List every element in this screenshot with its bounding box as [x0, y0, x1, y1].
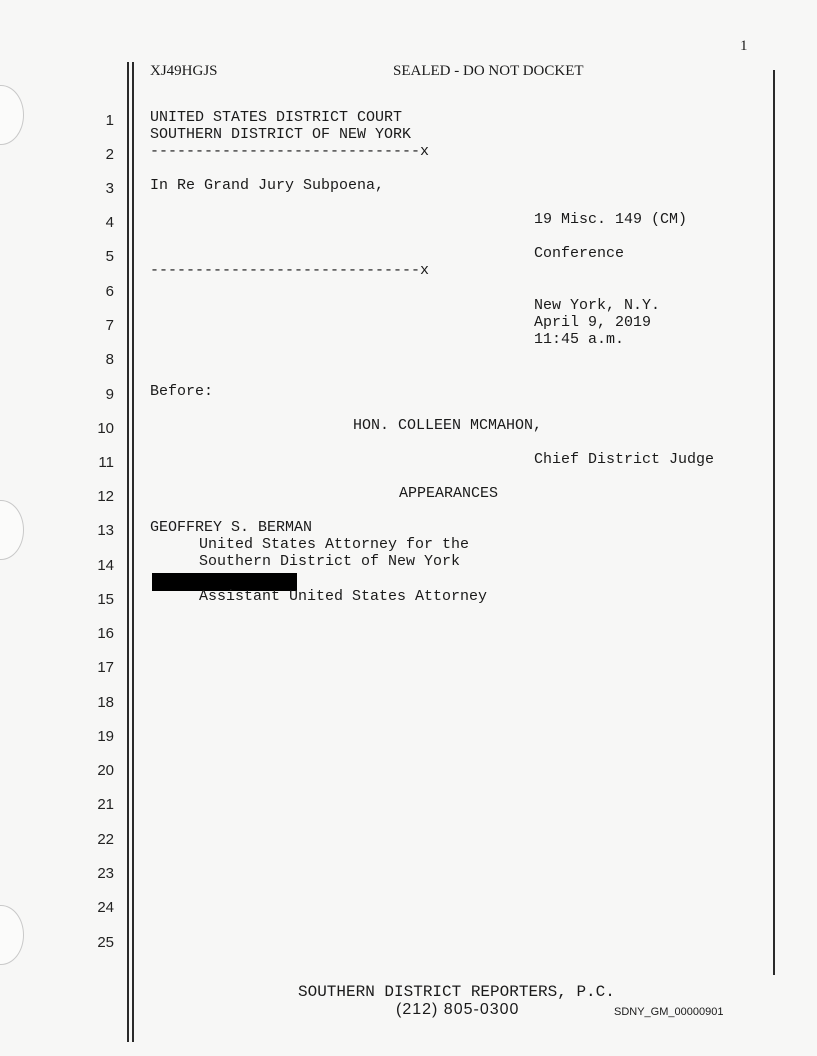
line-number: 5: [105, 248, 114, 265]
matter-title: In Re Grand Jury Subpoena,: [150, 177, 385, 194]
proceeding-type: Conference: [534, 245, 625, 262]
line-number: 3: [105, 180, 114, 197]
reporters-name: SOUTHERN DISTRICT REPORTERS, P.C.: [298, 983, 615, 1001]
line-number: 18: [97, 694, 114, 711]
court-name-line1: UNITED STATES DISTRICT COURT: [150, 109, 403, 126]
line-number: 6: [105, 283, 114, 300]
bates-number: SDNY_GM_00000901: [614, 1006, 724, 1018]
left-margin-rule-inner: [132, 62, 134, 1042]
line-number: 16: [97, 625, 114, 642]
attorney-name: GEOFFREY S. BERMAN: [150, 519, 313, 536]
before-label: Before:: [150, 383, 214, 400]
line-number: 13: [97, 522, 114, 539]
document-code: XJ49HGJS: [150, 63, 218, 79]
binder-hole-top: [0, 85, 24, 145]
line-number: 24: [97, 899, 114, 916]
line-number: 20: [97, 762, 114, 779]
appearances-heading: APPEARANCES: [399, 485, 499, 502]
line-number: 14: [97, 557, 114, 574]
line-number: 22: [97, 831, 114, 848]
line-number: 21: [97, 796, 114, 813]
sealed-notice: SEALED - DO NOT DOCKET: [393, 63, 584, 79]
attorney-role-line1: United States Attorney for the: [199, 536, 470, 553]
left-margin-rule-outer: [127, 62, 129, 1042]
line-number: 4: [105, 214, 114, 231]
line-number: 7: [105, 317, 114, 334]
reporters-phone: (212) 805-0300: [396, 1001, 520, 1018]
proceeding-time: 11:45 a.m.: [534, 331, 625, 348]
right-margin-rule: [773, 70, 775, 975]
line-number: 11: [98, 454, 114, 471]
caption-divider-top: ------------------------------x: [150, 143, 430, 160]
proceeding-location: New York, N.Y.: [534, 297, 661, 314]
line-number: 1: [105, 112, 114, 129]
line-number: 12: [97, 488, 114, 505]
case-number: 19 Misc. 149 (CM): [534, 211, 688, 228]
line-number: 25: [97, 934, 114, 951]
line-number: 15: [97, 591, 114, 608]
court-name-line2: SOUTHERN DISTRICT OF NEW YORK: [150, 126, 412, 143]
binder-hole-bottom: [0, 905, 24, 965]
line-number: 17: [97, 659, 114, 676]
caption-divider-bottom: ------------------------------x: [150, 262, 430, 279]
line-number: 10: [97, 420, 114, 437]
line-number: 9: [105, 386, 114, 403]
page-number: 1: [740, 38, 748, 54]
judge-title: Chief District Judge: [534, 451, 715, 468]
line-number: 8: [105, 351, 114, 368]
binder-hole-middle: [0, 500, 24, 560]
judge-name: HON. COLLEEN MCMAHON,: [353, 417, 543, 434]
line-number: 2: [105, 146, 114, 163]
attorney-role-line2: Southern District of New York: [199, 553, 461, 570]
assistant-role: Assistant United States Attorney: [199, 588, 488, 605]
proceeding-date: April 9, 2019: [534, 314, 652, 331]
line-number: 23: [97, 865, 114, 882]
line-number: 19: [97, 728, 114, 745]
